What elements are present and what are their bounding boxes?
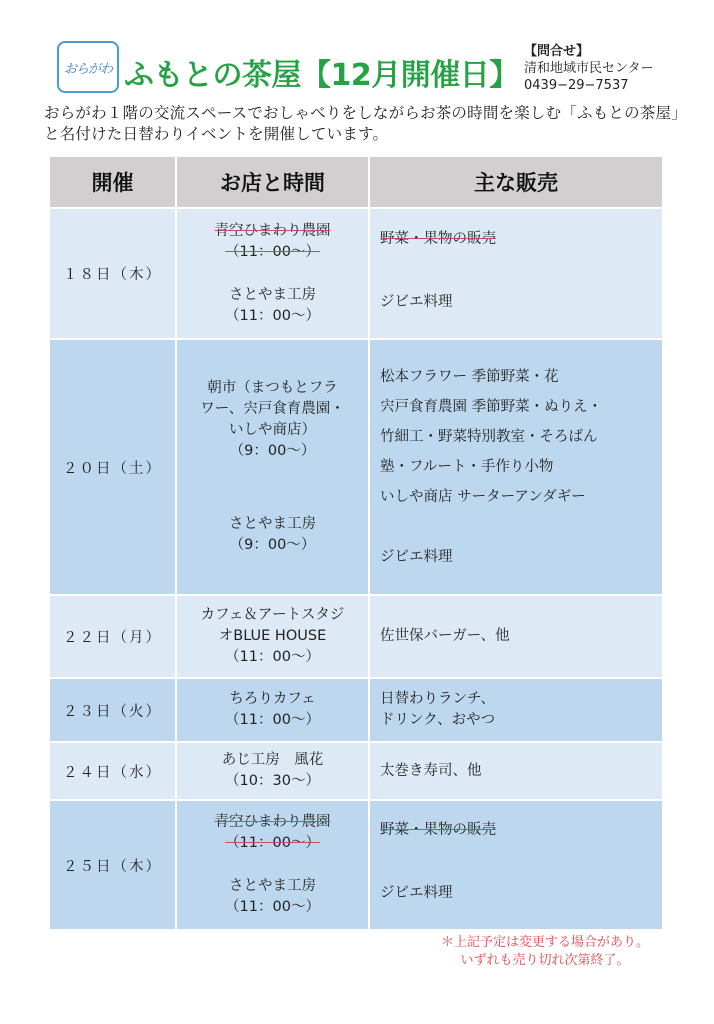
shop-time: （9：00～） [229,537,316,553]
item: 松本フラワー 季節野菜・花 [380,369,559,385]
shop-name-line: カフェ＆アートスタジ [200,607,345,623]
date-cell: ２５日（木） [50,800,176,930]
shop-name-cancelled: 青空ひまわり農園 [214,814,331,830]
shop-time: （11：00～） [225,307,320,324]
item-cancelled: 野菜・果物の販売 [380,230,496,247]
logo-text: おらがわ [63,61,112,77]
item: 太巻き寿司、他 [380,762,482,779]
schedule-table [50,157,664,931]
date-cell: １８日（木） [50,208,176,339]
items-cell [369,339,663,595]
shop-time: （10：30～） [225,773,320,789]
column-header-shop-time: お店と時間 [176,157,369,208]
shop-time-cell [176,595,369,678]
date-cell: ２０日（土） [50,339,176,595]
item: いしや商店 サーターアンダギー [380,489,586,505]
item: 日替わりランチ、 [380,691,495,707]
items-cell [369,742,663,800]
table-header-row [50,157,663,208]
column-header-items: 主な販売 [369,157,663,208]
disclaimer-note [425,934,665,970]
shop-name: あじ工房 風花 [221,752,324,768]
item: ジビエ料理 [380,885,453,901]
item: 佐世保バーガー、他 [380,628,510,644]
items-cell [369,800,663,930]
item: 竹細工・野菜特別教室・そろばん [380,429,598,445]
table-row [50,339,663,595]
oragawa-logo [57,41,119,93]
date-cell: ２２日（月） [50,595,176,678]
shop-time: （11：00～） [225,899,320,915]
table-row [50,595,663,678]
items-cell [369,595,663,678]
item-cancelled: 野菜・果物の販売 [380,822,496,838]
intro-text: おらがわ１階の交流スペースでおしゃべりをしながらお茶の時間を楽しむ「ふもとの茶屋」と名付けた日替わりイベントを開催しています。 [44,104,680,143]
shop-name-line: 朝市（まつもとフラ [207,380,338,396]
shop-time-cancelled: （11：00～） [225,243,320,260]
shop-time-cell [176,208,369,339]
note-line-1: ＊上記予定は変更する場合があり。 [440,935,649,950]
shop-time: （11：00～） [225,649,320,665]
contact-org: 清和地域市民センター [524,61,654,76]
shop-name-line: オBLUE HOUSE [218,628,327,644]
item: 宍戸食育農園 季節野菜・ぬりえ・ [380,399,603,415]
items-cell [369,208,663,339]
shop-name: さとやま工房 [229,878,316,894]
shop-name-line: いしや商店） [229,422,316,438]
table-row [50,742,663,800]
shop-name: さとやま工房 [229,516,316,532]
date-cell: ２３日（火） [50,678,176,742]
date-cell: ２４日（水） [50,742,176,800]
table-row [50,208,663,339]
page-title: ふもとの茶屋【12月開催日】 [124,58,519,93]
shop-time-cell [176,678,369,742]
contact-info [524,43,653,94]
item: ドリンク、おやつ [380,712,496,728]
shop-time-cell [176,800,369,930]
table-row [50,678,663,742]
items-cell [369,678,663,742]
shop-time: （9：00～） [229,443,316,459]
contact-label: 【問合せ】 [524,44,590,59]
shop-time: （11：00～） [225,712,320,728]
shop-name: さとやま工房 [229,286,316,303]
note-line-2: いずれも売り切れ次第終了。 [460,953,630,968]
item: 塾・フルート・手作り小物 [380,459,554,475]
column-header-date: 開催 [50,157,176,208]
shop-name-cancelled: 青空ひまわり農園 [214,222,331,239]
shop-time-cell [176,742,369,800]
item: ジビエ料理 [380,293,453,310]
shop-time-cell [176,339,369,595]
shop-name-line: ワー、宍戸食育農園・ [200,401,345,417]
item: ジビエ料理 [380,549,453,565]
table-row [50,800,663,930]
shop-name: ちろりカフェ [229,691,316,707]
contact-phone: 0439−29−7537 [524,78,629,93]
shop-time-cancelled: （11：00～） [225,835,320,851]
